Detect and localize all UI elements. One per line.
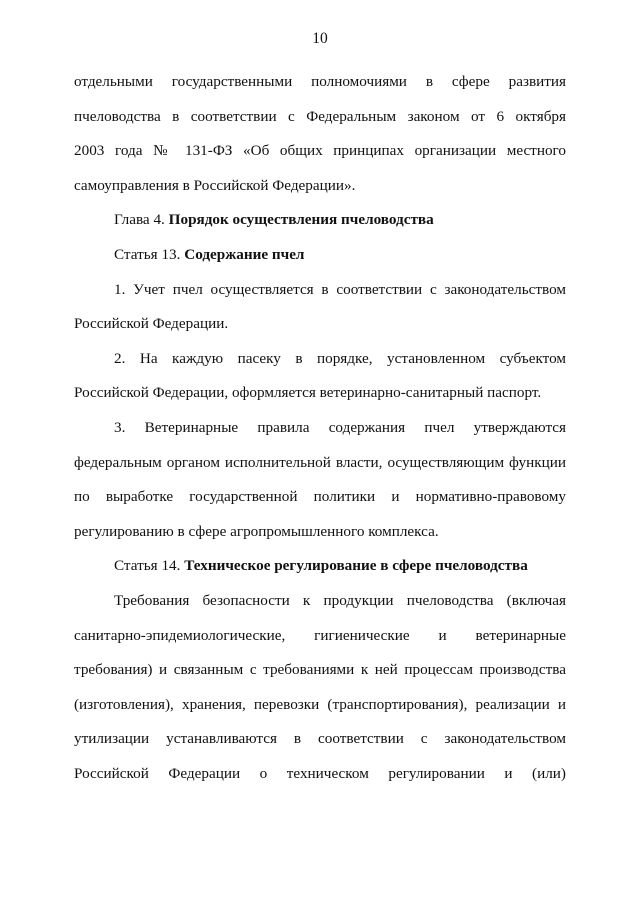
paragraph-3	[74, 411, 566, 549]
paragraph-1	[74, 273, 566, 342]
chapter-heading	[74, 203, 566, 238]
text-line: регулированию в сфере агропромышленного комплекса.	[74, 522, 439, 540]
text-line: (изготовления), хранения, перевозки (транспортирования), реализации и	[74, 695, 566, 713]
text-line: 1. Учет пчел осуществляется в соответствии с законодательством	[114, 280, 566, 298]
article-prefix: Статья 14.	[114, 557, 185, 575]
text-line: 2003 года № 131-ФЗ «Об общих принципах организации местного	[74, 142, 566, 160]
text-line: Российской Федерации о техническом регулировании и (или)	[74, 764, 566, 782]
text-line: 2. На каждую пасеку в порядке, установленном субъектом	[114, 349, 566, 367]
article-title: Техническое регулирование в сфере пчеловодства	[184, 557, 528, 575]
page-number: 10	[312, 30, 328, 47]
text-line: утилизации устанавливаются в соответствии с законодательством	[74, 730, 566, 748]
chapter-title: Порядок осуществления пчеловодства	[168, 211, 434, 229]
paragraph-continuation	[74, 65, 566, 203]
text-line: федеральным органом исполнительной власти, осуществляющим функции	[74, 453, 566, 471]
article-heading	[74, 238, 566, 273]
text-line: Российской Федерации, оформляется ветеринарно-санитарный паспорт.	[74, 384, 542, 402]
article-heading	[74, 549, 566, 584]
text-line: отдельными государственными полномочиями в сфере развития	[74, 73, 566, 90]
text-line: Требования безопасности к продукции пчеловодства (включая	[114, 591, 566, 609]
text-line: санитарно-эпидемиологические, гигиенические и ветеринарные	[74, 626, 566, 644]
text-line: 3. Ветеринарные правила содержания пчел утверждаются	[114, 418, 566, 436]
document-body	[74, 65, 566, 791]
text-line: пчеловодства в соответствии с Федеральным законом от 6 октября	[74, 107, 566, 125]
article-title: Содержание пчел	[184, 245, 305, 263]
text-line: требования) и связанным с требованиями к ней процессам производства	[74, 661, 566, 679]
text-line: самоуправления в Российской Федерации».	[74, 176, 356, 194]
text-line: Российской Федерации.	[74, 315, 229, 333]
paragraph-2	[74, 342, 566, 411]
article-prefix: Статья 13.	[114, 245, 185, 263]
chapter-prefix: Глава 4.	[114, 211, 169, 229]
paragraph-4	[74, 584, 566, 792]
text-line: по выработке государственной политики и нормативно-правовому	[74, 488, 566, 506]
